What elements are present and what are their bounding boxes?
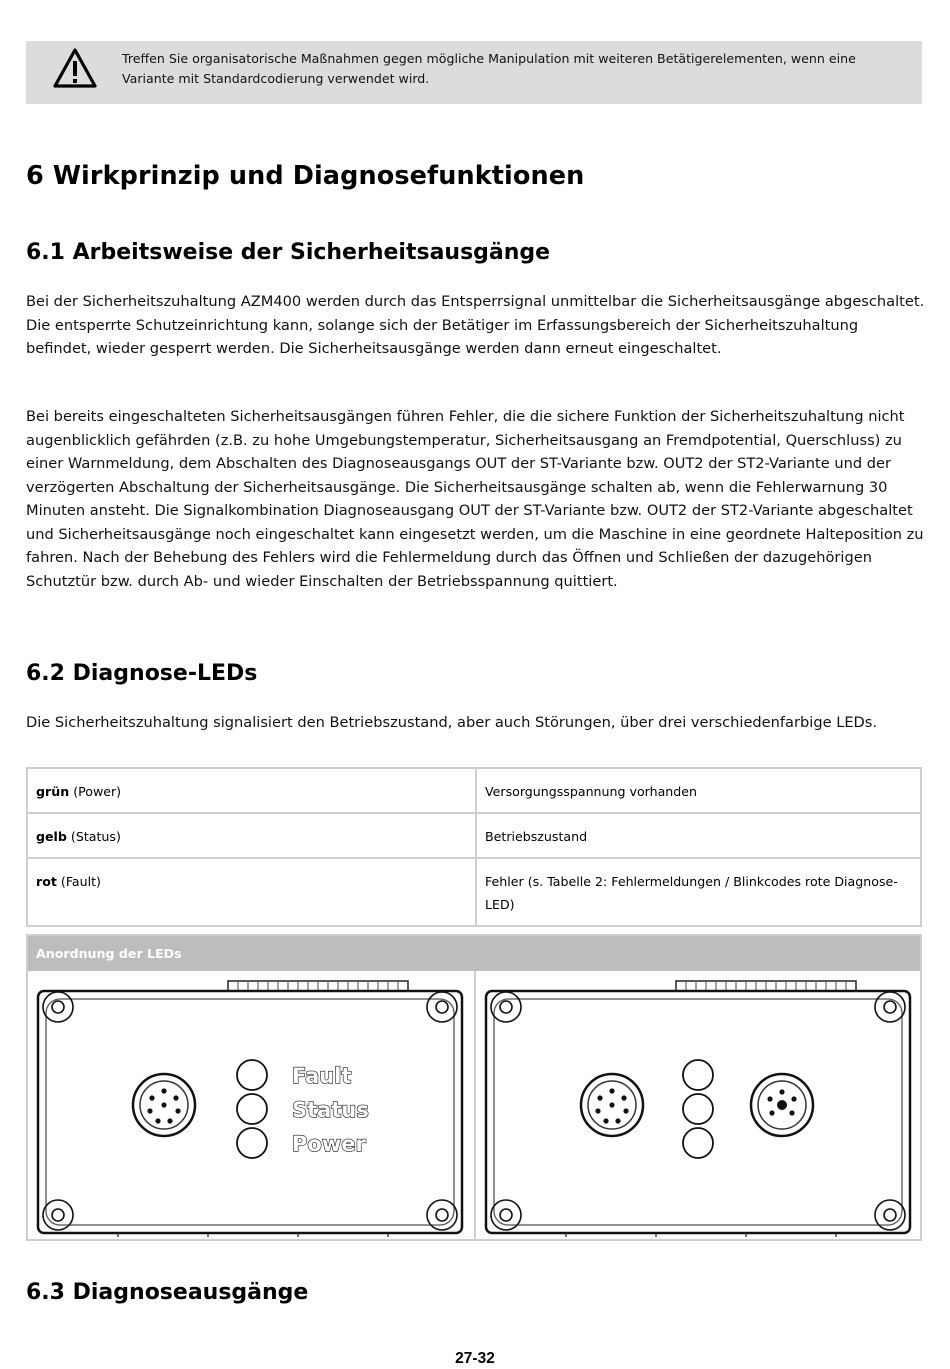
led-table bbox=[26, 767, 922, 927]
page-number: 27-32 bbox=[455, 1350, 495, 1367]
led-name: (Power) bbox=[73, 784, 122, 799]
led-color: grün bbox=[36, 784, 70, 799]
warning-text: Treffen Sie organisatorische Maßnahmen gegen mögliche Manipulation mit weiteren Betätigerelementen, wenn eine Variante mit Standardcodierung verwendet wird. bbox=[122, 51, 856, 86]
led-meaning: Fehler (s. Tabelle 2: Fehlermeldungen / Blinkcodes rote Diagnose-LED) bbox=[476, 858, 921, 926]
section-6-2-title: 6.2 Diagnose-LEDs bbox=[26, 661, 258, 686]
led-arrangement-figure bbox=[26, 934, 922, 1241]
warning-box bbox=[26, 41, 922, 104]
led-color-cell bbox=[27, 813, 476, 858]
led-color: gelb bbox=[36, 829, 67, 844]
table-row bbox=[27, 813, 921, 858]
led-label-fault: Fault bbox=[292, 1064, 352, 1088]
section-6-1-paragraph-1: Bei der Sicherheitszuhaltung AZM400 werden durch das Entsperrsignal unmittelbar die Sicherheitsausgänge abgeschaltet. Die entsperrte Schutzeinrichtung kann, solange sich der Betätiger im Erfassungsbereich der Sicherheitszuhaltung befindet, wieder gesperrt werden. Die Sicherheitsausgänge werden dann erneut eingeschaltet. bbox=[26, 293, 925, 357]
section-6-2-intro: Die Sicherheitszuhaltung signalisiert den Betriebszustand, aber auch Störungen, über drei verschiedenfarbige LEDs. bbox=[26, 714, 878, 731]
led-name: (Fault) bbox=[60, 874, 101, 889]
section-6-3-title: 6.3 Diagnoseausgänge bbox=[26, 1280, 309, 1305]
chapter-title: 6 Wirkprinzip und Diagnosefunktionen bbox=[26, 161, 585, 191]
led-name: (Status) bbox=[70, 829, 121, 844]
warning-triangle-icon bbox=[51, 44, 99, 92]
led-meaning: Versorgungsspannung vorhanden bbox=[476, 768, 921, 813]
section-6-1-paragraph-2: Bei bereits eingeschalteten Sicherheitsausgängen führen Fehler, die die sichere Funktion der Sicherheitszuhaltung nicht augenblicklich gefährden (z.B. zu hohe Umgebungstemperatur, Sicherheitsausgang an Fremdpotential, Querschluss) zu einer Warnmeldung, dem Abschalten des Diagnoseausgangs OUT der ST-Variante bzw. OUT2 der ST2-Variante und der verzögerten Abschaltung der Sicherheitsausgänge. Die Sicherheitsausgänge schalten ab, wenn die Fehlerwarnung 30 Minuten ansteht. Die Signalkombination Diagnoseausgang OUT der ST-Variante bzw. OUT2 der ST2-Variante abgeschaltet und Sicherheitsausgänge noch eingeschaltet kann eingesetzt werden, um die Maschine in eine geordnete Halteposition zu fahren. Nach der Behebung des Fehlers wird die Fehlermeldung durch das Öffnen und Schließen der dazugehörigen Schutztür bzw. durch Ab- und wieder Einschalten der Betriebsspannung quittiert. bbox=[26, 408, 924, 590]
device-drawing-st2 bbox=[476, 971, 922, 1239]
led-color-cell bbox=[27, 858, 476, 926]
table-row bbox=[27, 768, 921, 813]
section-6-1-title: 6.1 Arbeitsweise der Sicherheitsausgänge bbox=[26, 240, 551, 265]
led-color-cell bbox=[27, 768, 476, 813]
device-drawing-st bbox=[28, 971, 474, 1239]
figure-cell-st2-variant bbox=[476, 971, 920, 1239]
led-meaning: Betriebszustand bbox=[476, 813, 921, 858]
table-row bbox=[27, 858, 921, 926]
figure-header: Anordnung der LEDs bbox=[28, 936, 920, 971]
led-label-power: Power bbox=[292, 1132, 366, 1156]
led-label-status: Status bbox=[292, 1098, 369, 1122]
led-color: rot bbox=[36, 874, 57, 889]
figure-cell-st-variant bbox=[28, 971, 476, 1239]
